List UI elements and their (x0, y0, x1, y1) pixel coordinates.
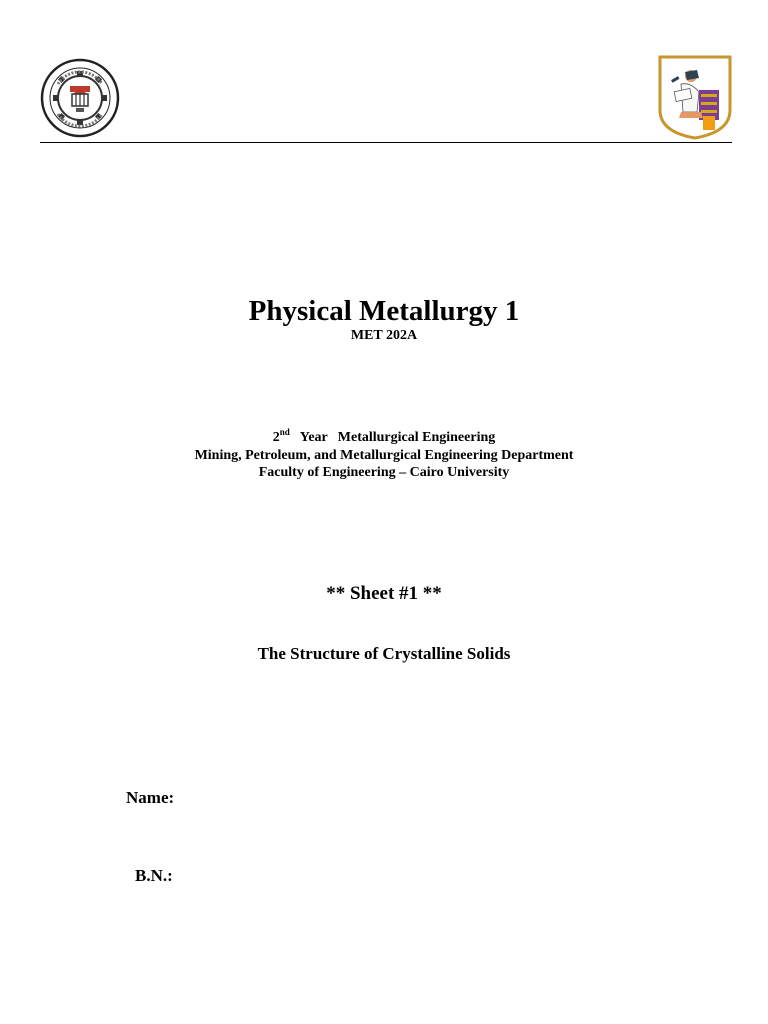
sheet-number: ** Sheet #1 ** (326, 583, 442, 604)
program-name: Metallurgical Engineering (337, 430, 496, 445)
department-name: Mining, Petroleum, and Metallurgical Engineering Department (194, 448, 574, 463)
name-label: Name: (126, 788, 175, 807)
faculty-name: Faculty of Engineering – Cairo University (258, 465, 510, 480)
year-suffix: nd (279, 427, 290, 437)
year-word: Year (299, 430, 328, 445)
year-number: 2 (272, 430, 280, 445)
bn-label: B.N.: (135, 866, 173, 885)
university-emblem-logo (657, 54, 733, 140)
header-divider (40, 142, 732, 143)
year-program-line (0, 429, 768, 447)
course-code: MET 202A (350, 328, 418, 343)
sheet-topic: The Structure of Crystalline Solids (257, 644, 511, 663)
faculty-seal-logo (40, 58, 120, 138)
document-title: Physical Metallurgy 1 (248, 295, 520, 327)
